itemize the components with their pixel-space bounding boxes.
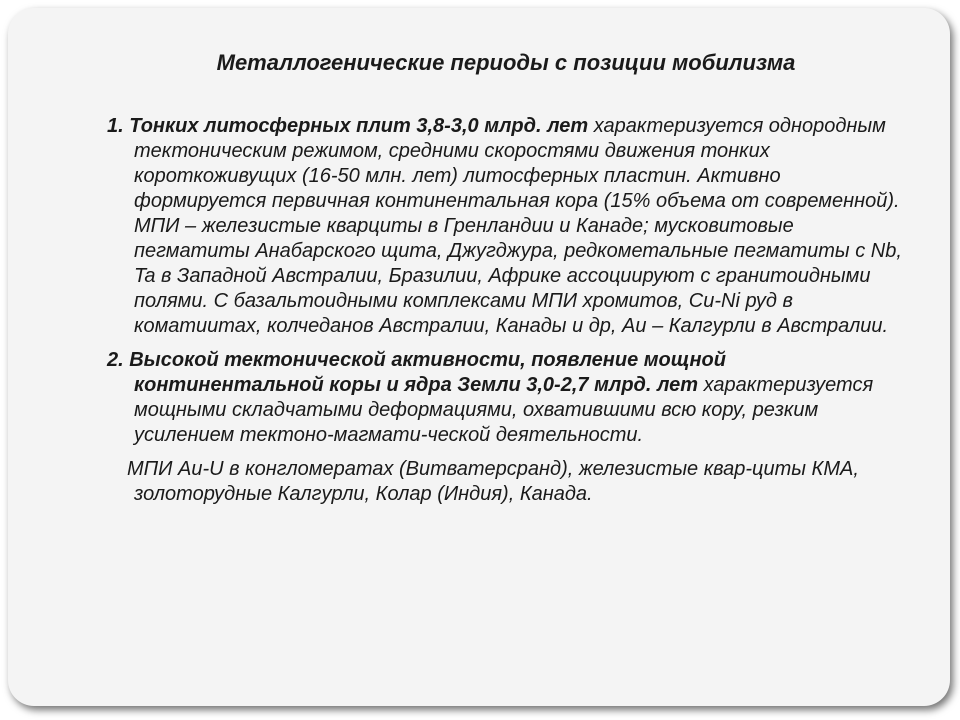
period-2-text: характеризуется мощными складчатыми деформациями, охватившими всю кору, резким усилением тектоно-магмати-ческой деятельности. — [134, 374, 874, 446]
period-1-text: характеризуется однородным тектоническим режимом, средними скоростями движения тонких короткоживущих (16-50 млн. лет) литосферных пластин. Активно формируется первичная континентальная кора (15% объема от современной). МПИ – железистые кварциты в Гренландии и Канаде; мусковитовые пегматиты Анабарского щита, Джугджура, редкометальные пегматиты с Nb, Ta в Западной Австралии, Бразилии, Африке ассоциируют с гранитоидными полями. С базальтоидными комплексами МПИ хромитов, Cu-Ni руд в коматиитах, колчеданов Австралии, Канады и др, Au – Калгурли в Австралии. — [134, 115, 902, 337]
paragraph-period-1 — [107, 114, 907, 339]
period-2-heading: 2. Высокой тектонической активности, появление мощной континентальной коры и ядра Земли 3,0-2,7 млрд. лет — [107, 349, 726, 396]
period-1-heading: 1. Тонких литосферных плит 3,8-3,0 млрд. лет — [107, 115, 589, 137]
paragraph-deposits — [107, 457, 907, 507]
paragraph-period-2 — [107, 348, 907, 448]
deposits-text: МПИ Au-U в конгломератах (Витватерсранд), железистые квар-циты КМА, золоторудные Калгурли, Колар (Индия), Канада. — [127, 458, 859, 505]
slide-body — [107, 114, 907, 507]
slide-title: Металлогенические периоды с позиции мобилизма — [216, 50, 796, 75]
